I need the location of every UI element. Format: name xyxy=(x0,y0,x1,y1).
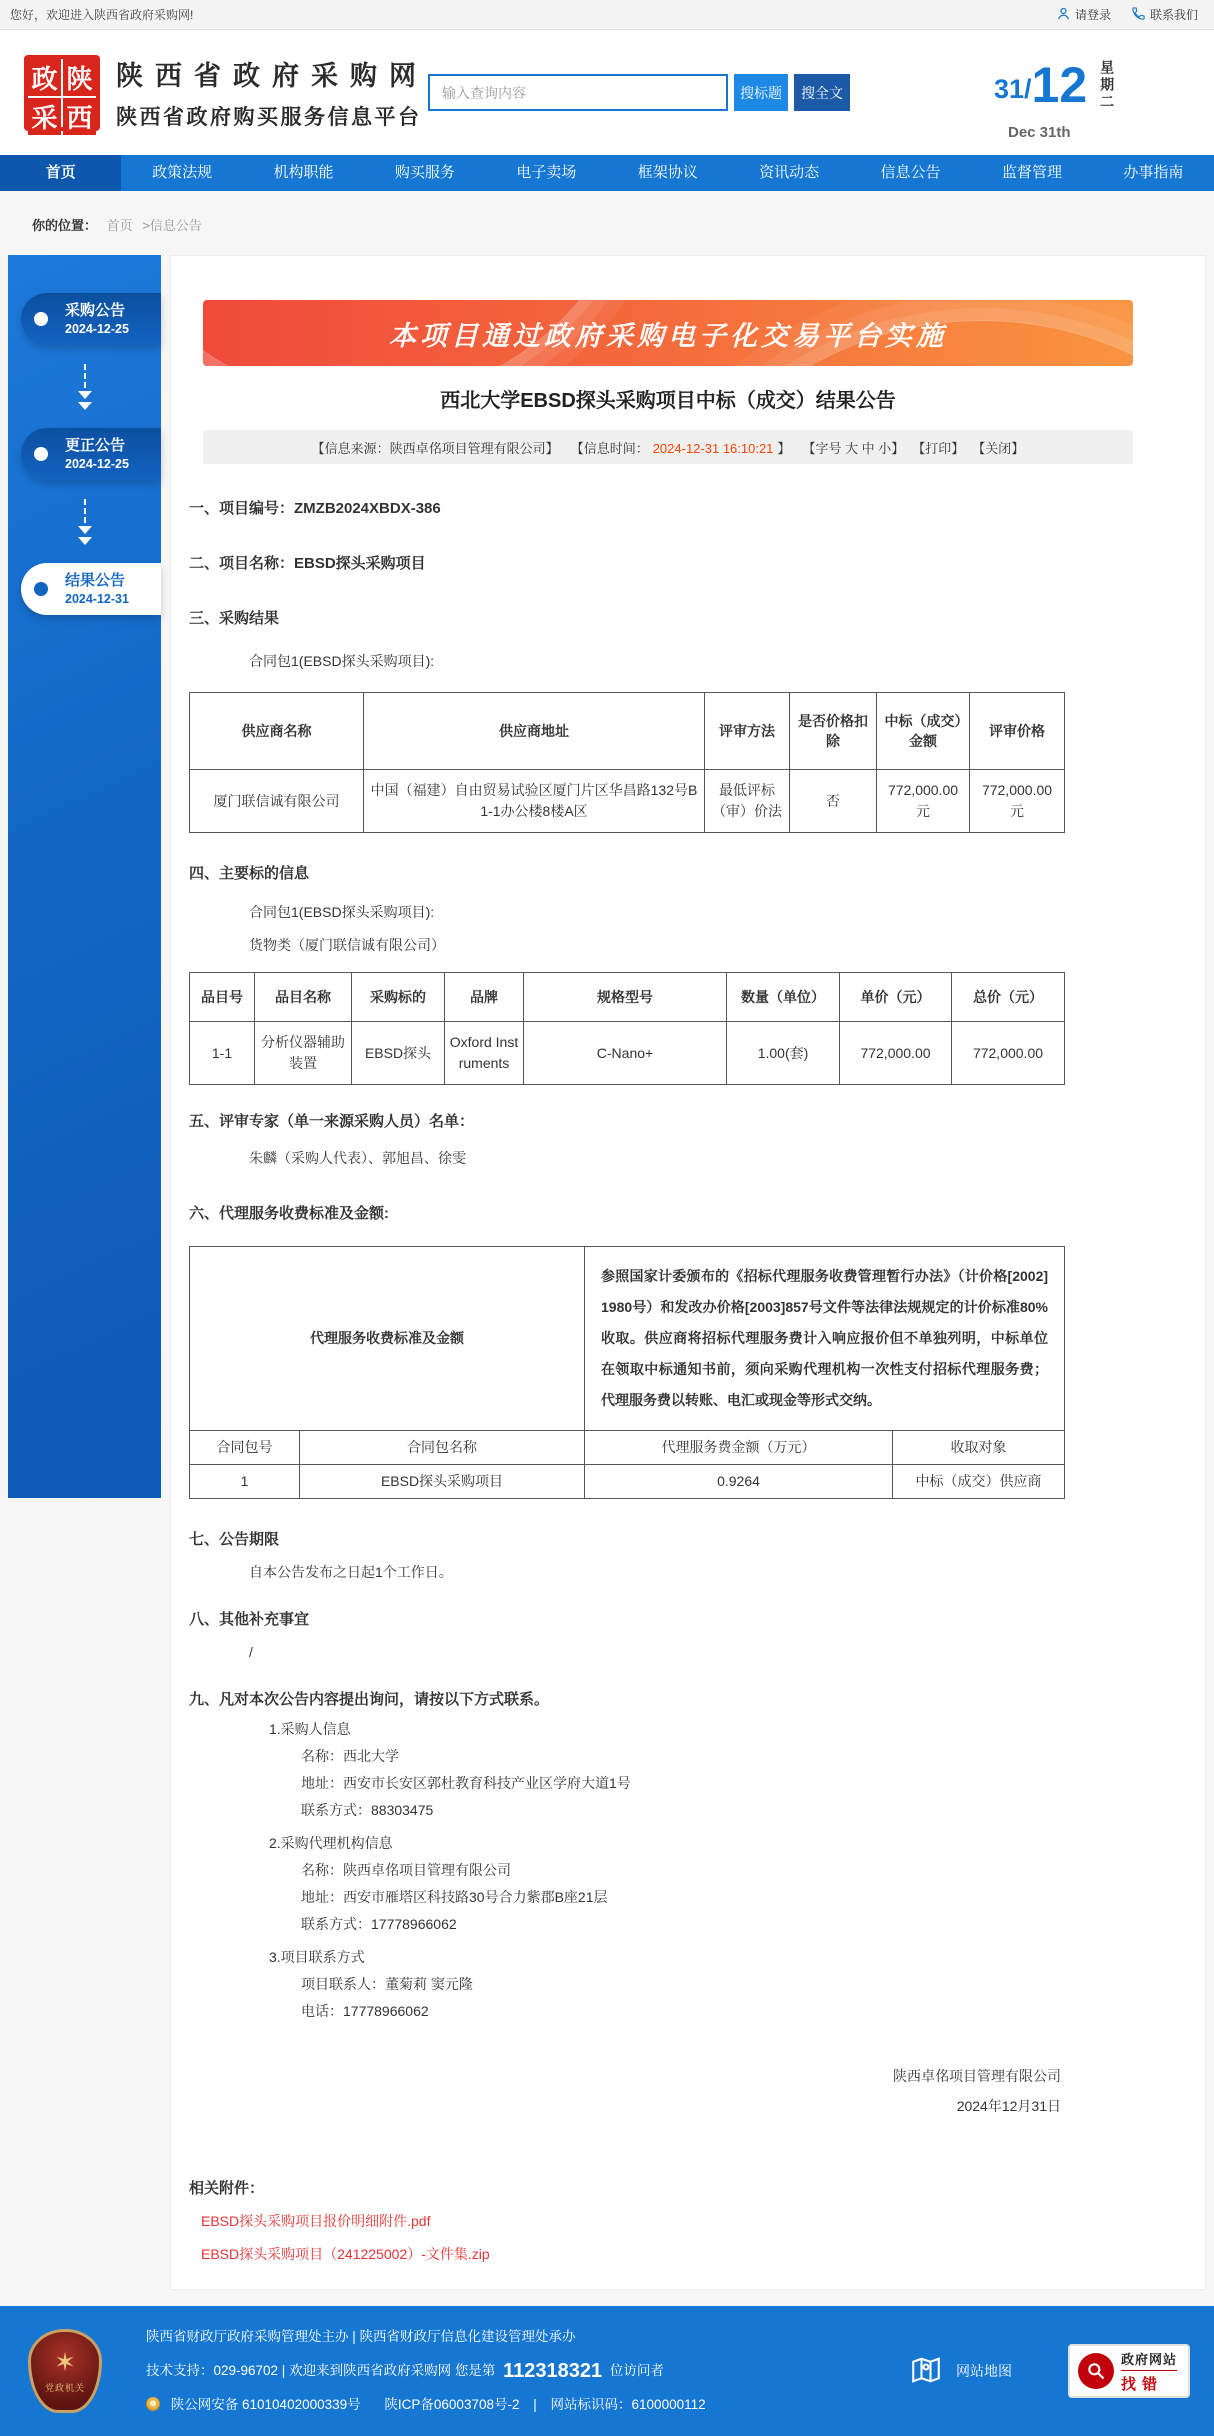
nav-item-home[interactable]: 首页 xyxy=(0,155,121,191)
site-footer xyxy=(0,2306,1214,2436)
meta-time-value: 2024-12-31 16:10:21 xyxy=(652,440,774,456)
attachment-link-pdf[interactable]: EBSD探头采购项目报价明细附件.pdf xyxy=(201,2213,431,2229)
user-icon xyxy=(1056,6,1071,24)
nav-item-purchase-services[interactable]: 购买服务 xyxy=(394,164,455,181)
login-link[interactable] xyxy=(1056,6,1111,24)
article-meta-bar xyxy=(203,430,1133,464)
platform-banner: 本项目通过政府采购电子化交易平台实施 xyxy=(203,300,1133,366)
sitemap-link[interactable] xyxy=(908,2352,1012,2391)
footer-text-block xyxy=(146,2320,706,2422)
government-emblem-icon xyxy=(28,2329,102,2413)
signature-block xyxy=(189,2061,1065,2121)
icp-registration: 陕ICP备06003708号-2 xyxy=(384,2397,520,2412)
footer-organizer-line: 陕西省财政厅政府采购管理处主办 | 陕西省财政厅信息化建设管理处承办 xyxy=(146,2329,576,2344)
contract-package-line: 合同包1(EBSD探头采购项目): xyxy=(249,653,435,669)
site-logo[interactable] xyxy=(24,54,428,131)
cell-unit-price: 772,000.00 xyxy=(840,1022,952,1085)
date-day: 31/ xyxy=(994,74,1032,104)
contact-line: 地址：西安市雁塔区科技路30号合力紫郡B座21层 xyxy=(301,1889,608,1905)
timeline-step-correction-notice[interactable] xyxy=(21,428,161,480)
phone-icon xyxy=(1131,6,1146,24)
cell-supplier-address: 中国（福建）自由贸易试验区厦门片区华昌路132号B1-1办公楼8楼A区 xyxy=(364,770,705,833)
contact-line: 名称：陕西卓佲项目管理有限公司 xyxy=(301,1862,511,1878)
contact-group-title: 3.项目联系方式 xyxy=(269,1949,365,1965)
topbar-actions xyxy=(1056,6,1198,24)
items-table-row xyxy=(190,1022,1065,1085)
nav-item-supervision[interactable]: 监督管理 xyxy=(1001,164,1062,181)
breadcrumb-separator: > xyxy=(142,218,150,233)
nav-item-announcements[interactable]: 信息公告 xyxy=(880,164,941,181)
timeline-step-date: 2024-12-25 xyxy=(65,322,129,337)
topbar xyxy=(0,0,1214,30)
contact-line: 联系方式：88303475 xyxy=(301,1802,434,1818)
logo-seal-icon xyxy=(24,55,100,131)
seal-char: 西 xyxy=(63,98,96,135)
fee-standard-row xyxy=(190,1247,1065,1431)
cell-total-price: 772,000.00 xyxy=(952,1022,1065,1085)
contact-line: 项目联系人：董菊莉 窦元隆 xyxy=(301,1976,473,1992)
cell-procurement-object: EBSD探头 xyxy=(352,1022,445,1085)
contact-label: 联系我们 xyxy=(1149,8,1198,22)
meta-time xyxy=(567,438,795,457)
seal-char: 采 xyxy=(28,98,61,135)
site-titles xyxy=(116,54,428,131)
col-item-name: 品目名称 xyxy=(255,973,352,1022)
col-spec-model: 规格型号 xyxy=(524,973,727,1022)
fee-table-header-row xyxy=(190,1431,1065,1465)
search-title-button[interactable]: 搜标题 xyxy=(734,74,788,111)
timeline-dot-icon xyxy=(34,582,48,596)
cell-package-no: 1 xyxy=(190,1465,300,1499)
project-contact-info xyxy=(189,1944,1065,2025)
agency-info xyxy=(189,1830,1065,1938)
meta-source: 【信息来源：陕西卓佲项目管理有限公司】 xyxy=(311,440,559,456)
col-brand: 品牌 xyxy=(445,973,524,1022)
seal-char: 政 xyxy=(28,59,61,96)
font-size-control[interactable]: 【字号 大 中 小】 xyxy=(802,440,905,456)
emblem-star-icon: ✶ xyxy=(54,2346,76,2377)
timeline-step-result-notice[interactable] xyxy=(21,563,161,615)
timeline-step-date: 2024-12-31 xyxy=(65,592,129,607)
date-english: Dec 31th xyxy=(1008,124,1071,141)
col-fee-payer: 收取对象 xyxy=(893,1431,1065,1465)
contact-line: 地址：西安市长安区郭杜教育科技产业区学府大道1号 xyxy=(301,1775,631,1791)
cell-spec-model: C-Nano+ xyxy=(524,1022,727,1085)
footer-support-suffix: 位访问者 xyxy=(609,2363,664,2378)
col-review-method: 评审方法 xyxy=(705,693,790,770)
cell-package-name: EBSD探头采购项目 xyxy=(300,1465,585,1499)
site-subtitle: 陕西省政府购买服务信息平台 xyxy=(116,106,422,129)
signature-company: 陕西卓佲项目管理有限公司 xyxy=(893,2068,1061,2084)
attachments-block xyxy=(189,2177,1065,2264)
date-month: 12 xyxy=(1031,57,1088,113)
cell-item-no: 1-1 xyxy=(190,1022,255,1085)
breadcrumb-label: 你的位置： xyxy=(32,218,98,233)
result-table-header-row xyxy=(190,693,1065,770)
cell-review-method: 最低评标（审）价法 xyxy=(705,770,790,833)
timeline-step-date: 2024-12-25 xyxy=(65,457,129,472)
cell-fee-amount: 0.9264 xyxy=(585,1465,893,1499)
items-table xyxy=(189,972,1065,1085)
nav-item-policies[interactable]: 政策法规 xyxy=(152,164,213,181)
col-package-no: 合同包号 xyxy=(190,1431,300,1465)
visitor-count: 112318321 xyxy=(503,2360,603,2382)
site-header xyxy=(0,30,1214,155)
search-input[interactable] xyxy=(428,74,728,111)
cell-price-deduction: 否 xyxy=(790,770,877,833)
article-body xyxy=(189,498,1065,2264)
search-fulltext-button[interactable]: 搜全文 xyxy=(794,74,850,111)
close-button[interactable]: 【关闭】 xyxy=(972,440,1025,456)
col-procurement-object: 采购标的 xyxy=(352,973,445,1022)
welcome-text: 您好，欢迎进入陕西省政府采购网! xyxy=(10,8,194,22)
sitemap-label: 网站地图 xyxy=(956,2363,1012,2379)
attachment-link-zip[interactable]: EBSD探头采购项目（241225002）-文件集.zip xyxy=(201,2246,490,2262)
meta-time-label: 【信息时间： xyxy=(570,440,649,456)
col-fee-amount: 代理服务费金额（万元） xyxy=(585,1431,893,1465)
timeline-dot-icon xyxy=(34,312,48,326)
footer-right-block xyxy=(908,2344,1190,2398)
cell-fee-payer: 中标（成交）供应商 xyxy=(893,1465,1065,1499)
announcement-timeline xyxy=(8,255,161,1498)
contact-line: 电话：17778966062 xyxy=(301,2003,429,2019)
contact-link[interactable] xyxy=(1131,6,1198,24)
col-review-price: 评审价格 xyxy=(970,693,1065,770)
section-2-heading: 二、项目名称：EBSD探头采购项目 xyxy=(189,555,426,572)
page-title: 西北大学EBSD探头采购项目中标（成交）结果公告 xyxy=(440,390,896,412)
nav-item-news[interactable]: 资讯动态 xyxy=(759,164,820,181)
site-name: 陕西省政府采购网 xyxy=(116,61,428,91)
signature-date: 2024年12月31日 xyxy=(956,2098,1061,2114)
section-3-heading: 三、采购结果 xyxy=(189,610,280,627)
contract-package-line: 合同包1(EBSD探头采购项目): xyxy=(249,904,435,920)
section-8-body: / xyxy=(249,1644,253,1660)
goods-category-line: 货物类（厦门联信诚有限公司） xyxy=(249,937,445,953)
content-area xyxy=(0,191,1214,2306)
cell-item-name: 分析仪器辅助装置 xyxy=(255,1022,352,1085)
breadcrumb xyxy=(8,191,1206,255)
timeline-step-title: 更正公告 xyxy=(65,436,126,454)
items-table-header-row xyxy=(190,973,1065,1022)
error-report-badge[interactable] xyxy=(1068,2344,1190,2398)
announcement-panel xyxy=(170,255,1206,2290)
contact-group-title: 2.采购代理机构信息 xyxy=(269,1835,393,1851)
nav-item-guide[interactable]: 办事指南 xyxy=(1123,164,1184,181)
timeline-arrow-icon xyxy=(8,345,161,428)
fee-standard-label: 代理服务收费标准及金额 xyxy=(190,1247,585,1431)
col-award-amount: 中标（成交）金额 xyxy=(877,693,970,770)
col-item-no: 品目号 xyxy=(190,973,255,1022)
date-widget xyxy=(994,57,1126,141)
col-total-price: 总价（元） xyxy=(952,973,1065,1022)
site-identification-code: 网站标识码：6100000112 xyxy=(550,2397,706,2412)
fee-standard-description: 参照国家计委颁布的《招标代理服务收费管理暂行办法》（计价格[2002]1980号）和发改办价格[2003]857号文件等法律法规规定的计价标准80%收取。供应商将招标代理服务费计入响应报价但不单独列明，中标单位在领取中标通知书前，须向采购代理机构一次性支付招标代理服务费；代理服务费以转账、电汇或现金等形式交纳。 xyxy=(585,1247,1065,1431)
col-supplier-address: 供应商地址 xyxy=(364,693,705,770)
contact-group-title: 1.采购人信息 xyxy=(269,1721,351,1737)
print-button[interactable]: 【打印】 xyxy=(912,440,965,456)
error-report-texts xyxy=(1121,2349,1177,2394)
result-table xyxy=(189,692,1065,833)
cell-award-amount: 772,000.00元 xyxy=(877,770,970,833)
footer-support-prefix: 技术支持：029-96702 | 欢迎来到陕西省政府采购网 您是第 xyxy=(146,2363,496,2378)
section-9-heading: 九、凡对本次公告内容提出询问，请按以下方式联系。 xyxy=(189,1691,550,1708)
seal-char: 陕 xyxy=(63,59,96,96)
section-1-heading: 一、项目编号：ZMZB2024XBDX-386 xyxy=(189,500,441,517)
error-report-bottom: 找错 xyxy=(1121,2375,1164,2393)
col-quantity: 数量（单位） xyxy=(727,973,840,1022)
section-4-heading: 四、主要标的信息 xyxy=(189,865,310,882)
contact-line: 联系方式：17778966062 xyxy=(301,1916,457,1932)
magnifier-icon xyxy=(1078,2353,1114,2389)
error-report-top: 政府网站 xyxy=(1121,2349,1177,2371)
purchaser-info xyxy=(189,1716,1065,1824)
breadcrumb-current: 信息公告 xyxy=(149,218,202,233)
timeline-step-procurement-notice[interactable] xyxy=(21,293,161,345)
nav-item-e-mall[interactable]: 电子卖场 xyxy=(516,164,577,181)
section-7-body: 自本公告发布之日起1个工作日。 xyxy=(249,1564,453,1580)
col-price-deduction: 是否价格扣除 xyxy=(790,693,877,770)
nav-item-framework[interactable]: 框架协议 xyxy=(637,164,698,181)
contact-line: 名称：西北大学 xyxy=(301,1748,399,1764)
footer-support-line xyxy=(146,2354,706,2388)
public-security-registration: 陕公网安备 61010402000339号 xyxy=(170,2397,361,2412)
fee-table-row xyxy=(190,1465,1065,1499)
section-7-heading: 七、公告期限 xyxy=(189,1531,280,1548)
timeline-arrow-icon xyxy=(8,480,161,563)
nav-item-functions[interactable]: 机构职能 xyxy=(273,164,334,181)
result-table-row xyxy=(190,770,1065,833)
cell-brand: Oxford Instruments xyxy=(445,1022,524,1085)
main-nav xyxy=(0,155,1214,191)
breadcrumb-home-link[interactable]: 首页 xyxy=(106,218,133,233)
footer-registration-line xyxy=(146,2388,706,2422)
agency-fee-table xyxy=(189,1246,1065,1499)
expert-names: 朱麟（采购人代表）、郭旭昌、徐雯 xyxy=(249,1150,466,1166)
col-supplier-name: 供应商名称 xyxy=(190,693,364,770)
cell-review-price: 772,000.00元 xyxy=(970,770,1065,833)
police-badge-icon xyxy=(146,2397,160,2411)
emblem-text: 党政机关 xyxy=(44,2382,85,2393)
section-6-heading: 六、代理服务收费标准及金额: xyxy=(189,1205,389,1222)
col-package-name: 合同包名称 xyxy=(300,1431,585,1465)
section-8-heading: 八、其他补充事宜 xyxy=(189,1611,310,1628)
footer-separator: | xyxy=(533,2397,537,2412)
timeline-step-title: 结果公告 xyxy=(65,571,126,589)
date-weekday: 星期二 xyxy=(1099,60,1116,111)
cell-supplier-name: 厦门联信诚有限公司 xyxy=(190,770,364,833)
section-5-heading: 五、评审专家（单一来源采购人员）名单： xyxy=(189,1113,475,1130)
map-icon xyxy=(908,2352,944,2391)
login-label: 请登录 xyxy=(1074,8,1111,22)
attachments-label: 相关附件： xyxy=(189,2180,265,2197)
breadcrumb-current-link[interactable] xyxy=(142,218,202,233)
timeline-step-title: 采购公告 xyxy=(65,301,126,319)
col-unit-price: 单价（元） xyxy=(840,973,952,1022)
timeline-dot-icon xyxy=(34,447,48,461)
cell-quantity: 1.00(套) xyxy=(727,1022,840,1085)
search-bar xyxy=(428,74,850,111)
meta-time-suffix: 】 xyxy=(777,440,791,456)
